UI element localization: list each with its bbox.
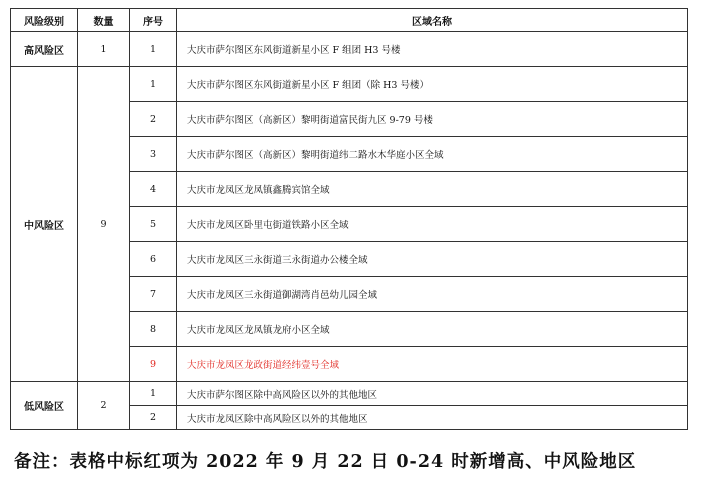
table-row [11,67,688,102]
area-cell: 大庆市龙凤区卧里屯街道铁路小区全域 [177,207,688,242]
index-cell: 7 [130,277,177,312]
area-cell: 大庆市萨尔图区（高新区）黎明街道富民街九区 9-79 号楼 [177,102,688,137]
header-index: 序号 [130,9,177,32]
index-cell: 6 [130,242,177,277]
index-cell: 5 [130,207,177,242]
index-cell: 2 [130,406,177,430]
index-cell: 2 [130,102,177,137]
area-cell: 大庆市龙凤区龙凤镇龙府小区全域 [177,312,688,347]
count-cell: 1 [78,32,130,67]
risk-area-table [10,8,688,430]
count-cell: 9 [78,67,130,382]
table-header-row [11,9,688,32]
header-level: 风险级别 [11,9,78,32]
index-cell: 1 [130,32,177,67]
index-cell: 3 [130,137,177,172]
table-row [11,382,688,406]
area-cell: 大庆市萨尔图区东风街道新星小区 F 组团 H3 号楼 [177,32,688,67]
index-cell: 1 [130,382,177,406]
index-cell: 1 [130,67,177,102]
index-cell: 8 [130,312,177,347]
area-cell: 大庆市龙凤区龙政街道经纬壹号全域 [177,347,688,382]
index-cell: 4 [130,172,177,207]
risk-level-cell: 中风险区 [11,67,78,382]
table-row [11,32,688,67]
area-cell: 大庆市萨尔图区（高新区）黎明街道纬二路水木华庭小区全域 [177,137,688,172]
risk-level-cell: 低风险区 [11,382,78,430]
area-cell: 大庆市萨尔图区除中高风险区以外的其他地区 [177,382,688,406]
area-cell: 大庆市龙凤区除中高风险区以外的其他地区 [177,406,688,430]
header-count: 数量 [78,9,130,32]
footnote: 备注：表格中标红项为 2022 年 9 月 22 日 0-24 时新增高、中风险地区 [14,452,637,472]
area-cell: 大庆市龙凤区龙凤镇鑫腾宾馆全域 [177,172,688,207]
area-cell: 大庆市萨尔图区东风街道新星小区 F 组团（除 H3 号楼） [177,67,688,102]
count-cell: 2 [78,382,130,430]
index-cell: 9 [130,347,177,382]
risk-level-cell: 高风险区 [11,32,78,67]
area-cell: 大庆市龙凤区三永街道御湖湾肖邑幼儿园全域 [177,277,688,312]
header-area: 区域名称 [177,9,688,32]
area-cell: 大庆市龙凤区三永街道三永街道办公楼全域 [177,242,688,277]
